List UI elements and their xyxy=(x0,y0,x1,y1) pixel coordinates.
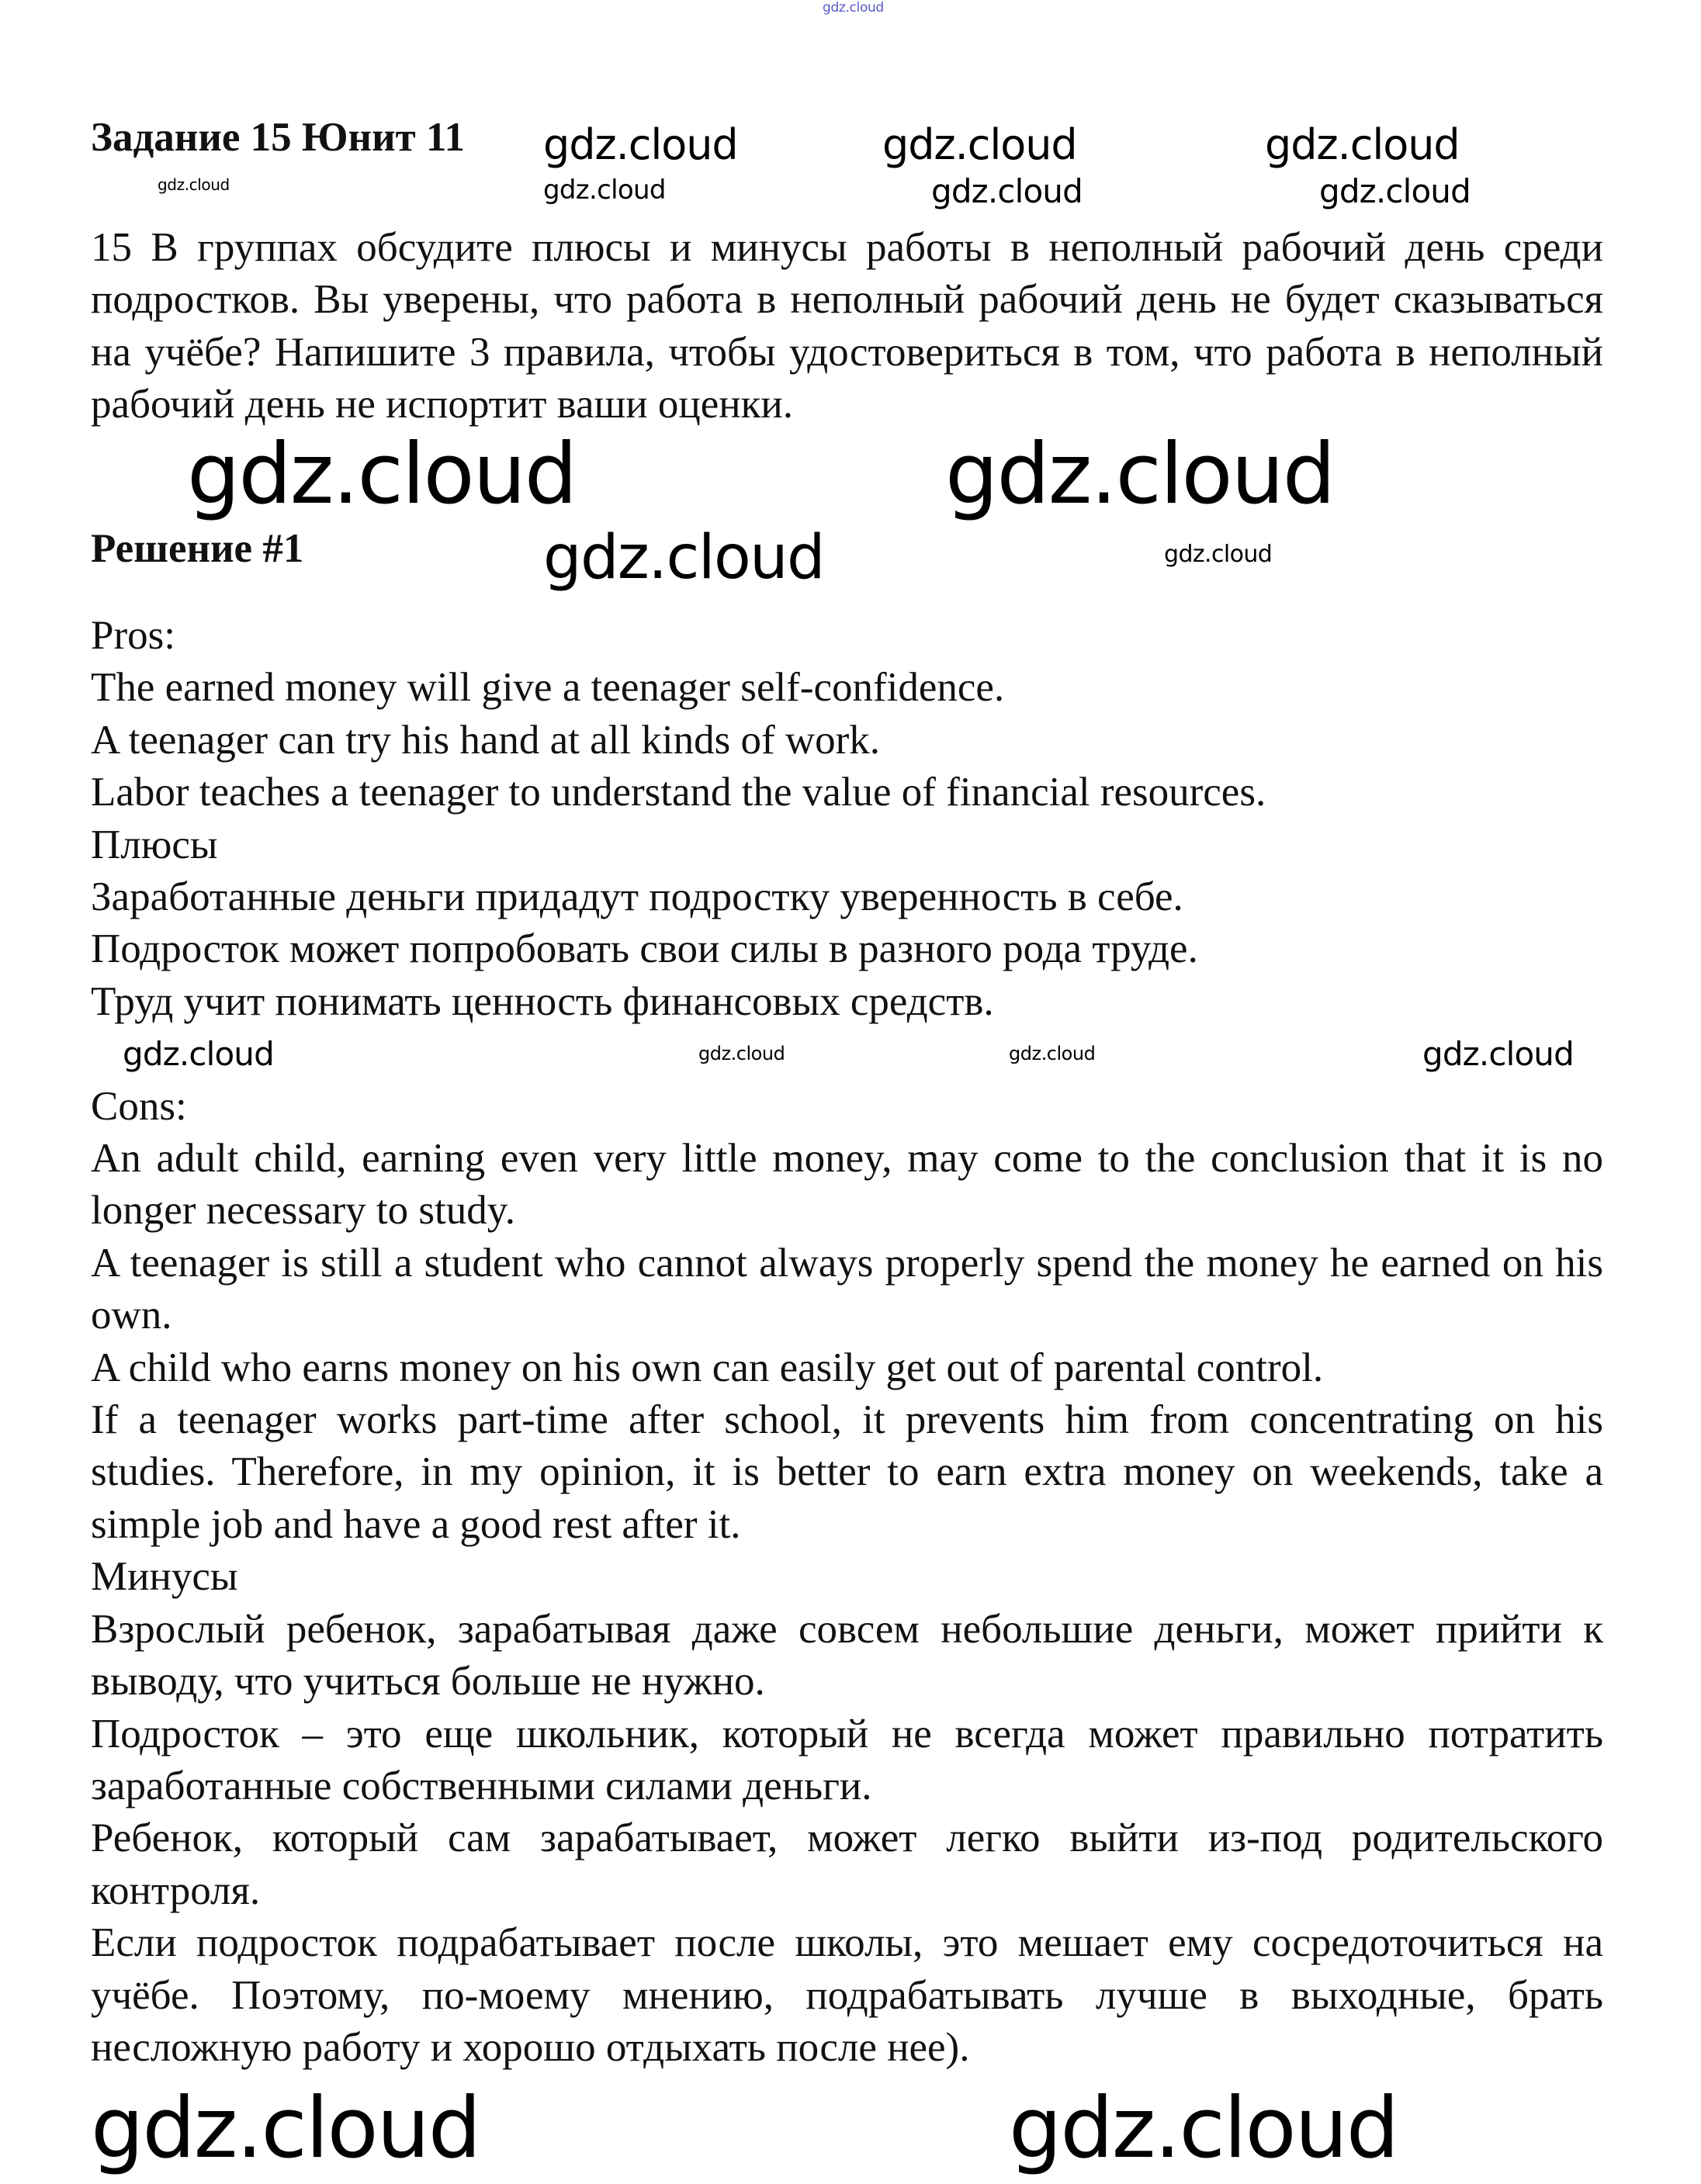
watermark: gdz.cloud xyxy=(945,426,1335,523)
task-title: Задание 15 Юнит 11 xyxy=(91,115,465,160)
watermark: gdz.cloud xyxy=(543,175,666,206)
watermark: gdz.cloud xyxy=(1265,120,1460,169)
cons-label-ru: Минусы xyxy=(91,1554,238,1600)
pros-label-ru: Плюсы xyxy=(91,822,218,867)
cons-item: A child who earns money on his own can easily get out of parental control. xyxy=(91,1345,1324,1390)
cons-item-ru: Подросток – это еще школьник, который не всегда может правильно потратить заработанные собственными силами деньги. xyxy=(91,1711,1603,1808)
watermark: gdz.cloud xyxy=(882,120,1077,169)
task-body: 15 В группах обсудите плюсы и минусы работы в неполный рабочий день среди подростков. Вы уверены, что работа в неполный рабочий день не будет сказываться на учёбе? Напишите 3 правила, чтобы удостовериться в том, что работа в неполный рабочий день не испортит ваши оценки. xyxy=(91,225,1603,427)
spacer xyxy=(91,1028,1603,1080)
watermark: gdz.cloud xyxy=(123,1035,274,1073)
watermark: gdz.cloud xyxy=(1319,172,1471,210)
cons-item: If a teenager works part-time after school, it prevents him from concentrating on his studies. Therefore, in my opinion, it is better to earn extra money on weekends, take a simple job and have a good rest after it. xyxy=(91,1397,1603,1547)
solution-body xyxy=(91,610,1603,2074)
watermark: gdz.cloud xyxy=(1009,1043,1096,1064)
cons-item-ru: Ребенок, который сам зарабатывает, может легко выйти из-под родительского контроля. xyxy=(91,1815,1603,1913)
watermark: gdz.cloud xyxy=(823,0,884,16)
watermark: gdz.cloud xyxy=(187,426,577,523)
pros-item: The earned money will give a teenager self-confidence. xyxy=(91,665,1005,711)
cons-item-ru: Если подросток подрабатывает после школы, это мешает ему сосредоточиться на учёбе. Поэтому, по-моему мнению, подрабатывать лучше в выходные, брать несложную работу и хорошо отдыхать после нее). xyxy=(91,1920,1603,2070)
task-text xyxy=(91,222,1603,431)
watermark: gdz.cloud xyxy=(1009,2080,1398,2177)
watermark: gdz.cloud xyxy=(543,523,824,593)
watermark: gdz.cloud xyxy=(158,175,230,194)
pros-item: A teenager can try his hand at all kinds of work. xyxy=(91,717,881,763)
watermark: gdz.cloud xyxy=(1164,541,1273,568)
watermark: gdz.cloud xyxy=(1422,1035,1574,1073)
cons-item: An adult child, earning even very little money, may come to the conclusion that it is no longer necessary to study. xyxy=(91,1136,1603,1234)
watermark: gdz.cloud xyxy=(698,1043,785,1064)
cons-label: Cons: xyxy=(91,1083,187,1129)
cons-item-ru: Взрослый ребенок, зарабатывая даже совсем небольшие деньги, может прийти к выводу, что учиться больше не нужно. xyxy=(91,1606,1603,1705)
pros-item: Labor teaches a teenager to understand the value of financial resources. xyxy=(91,770,1266,815)
solution-heading: Решение #1 xyxy=(91,526,304,571)
watermark: gdz.cloud xyxy=(931,172,1083,210)
watermark: gdz.cloud xyxy=(91,2080,480,2177)
watermark: gdz.cloud xyxy=(543,120,738,169)
pros-item-ru: Труд учит понимать ценность финансовых средств. xyxy=(91,978,994,1024)
pros-item-ru: Подросток может попробовать свои силы в разного рода труде. xyxy=(91,926,1198,972)
cons-item: A teenager is still a student who cannot always properly spend the money he earned on his own. xyxy=(91,1240,1603,1338)
pros-label: Pros: xyxy=(91,613,175,658)
pros-item-ru: Заработанные деньги придадут подростку уверенность в себе. xyxy=(91,874,1183,920)
